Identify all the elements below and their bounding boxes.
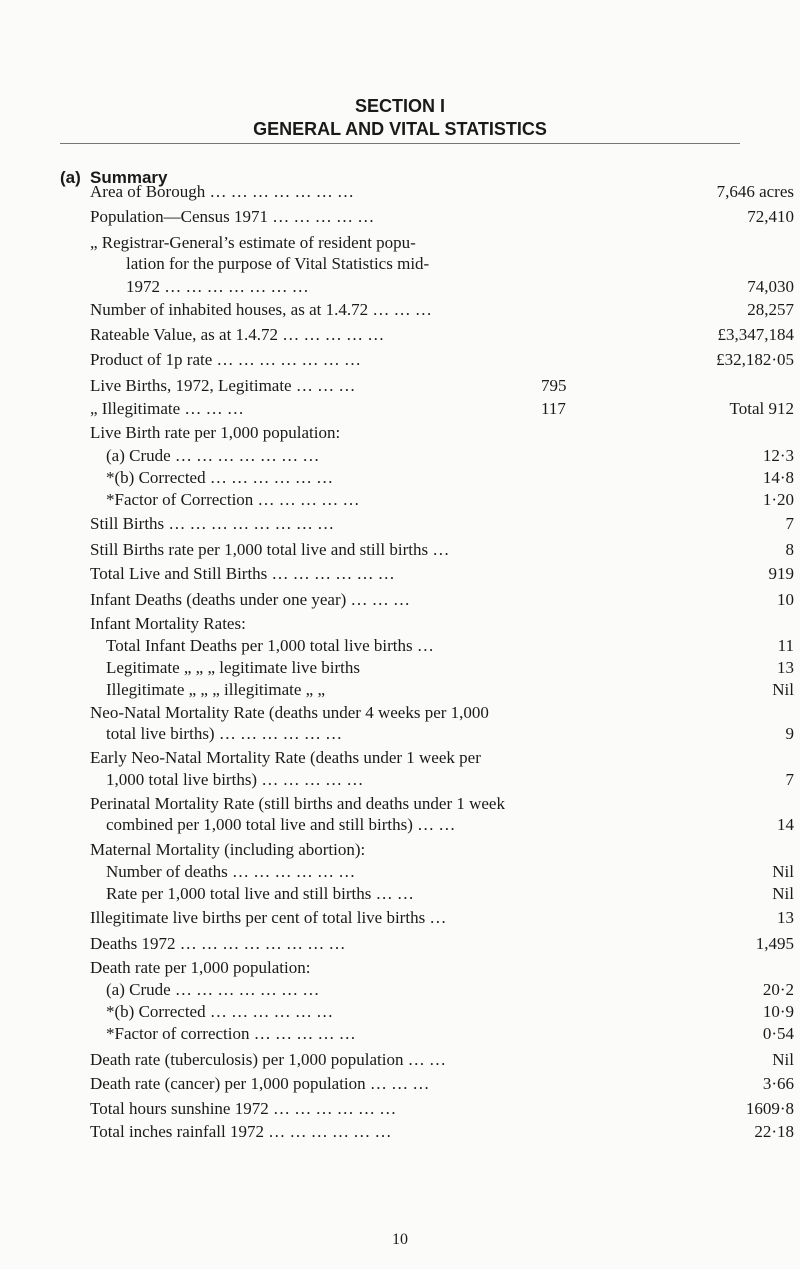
row-value: Nil bbox=[772, 680, 794, 699]
row-label: *Factor of correction … … … … … bbox=[106, 1024, 356, 1043]
row-label: lation for the purpose of Vital Statistics mid- bbox=[126, 254, 430, 273]
row-value: 919 bbox=[768, 564, 794, 583]
row-label: Neo-Natal Mortality Rate (deaths under 4 weeks per 1,000 bbox=[90, 703, 489, 722]
row-label: Population—Census 1971 … … … … … bbox=[90, 207, 375, 226]
row-label: Number of inhabited houses, as at 1.4.72 … … … bbox=[90, 300, 432, 319]
row-value: 10 bbox=[777, 590, 794, 609]
row-value: 12·3 bbox=[762, 446, 794, 465]
row-value: Nil bbox=[772, 884, 794, 903]
summary-title: Summary bbox=[90, 168, 168, 187]
divider bbox=[60, 143, 740, 144]
section-title: SECTION I bbox=[354, 96, 445, 116]
row-value: Nil bbox=[772, 1050, 794, 1069]
row-label: 1,000 total live births) … … … … … bbox=[106, 770, 364, 789]
row-value: 1·20 bbox=[762, 490, 794, 509]
row-label: Illegitimate live births per cent of total live births … bbox=[90, 908, 447, 927]
row-label: Infant Mortality Rates: bbox=[90, 614, 246, 633]
row-label: Death rate per 1,000 population: bbox=[90, 958, 311, 977]
row-label: Live Birth rate per 1,000 population: bbox=[90, 423, 341, 442]
row-label: *(b) Corrected … … … … … … bbox=[106, 468, 334, 487]
row-label: Live Births, 1972, Legitimate … … … bbox=[90, 376, 356, 395]
row-label: Death rate (tuberculosis) per 1,000 population … … bbox=[90, 1050, 446, 1069]
row-value: 13 bbox=[777, 908, 794, 927]
row-subvalue: 117 bbox=[541, 399, 566, 418]
row-label: Early Neo-Natal Mortality Rate (deaths under 1 week per bbox=[90, 748, 481, 767]
row-value: 10·9 bbox=[762, 1002, 794, 1021]
row-subvalue: 795 bbox=[541, 376, 567, 395]
row-label: *Factor of Correction … … … … … bbox=[106, 490, 360, 509]
row-label: Infant Deaths (deaths under one year) … … … bbox=[90, 590, 411, 609]
row-value: 8 bbox=[785, 540, 794, 559]
row-label: Product of 1p rate … … … … … … … bbox=[90, 350, 362, 369]
row-value: £3,347,184 bbox=[717, 325, 794, 344]
row-value: 3·66 bbox=[762, 1074, 794, 1093]
row-value: 9 bbox=[785, 724, 794, 743]
row-label: Total Live and Still Births … … … … … … bbox=[90, 564, 395, 583]
row-label: (a) Crude … … … … … … … bbox=[106, 446, 320, 465]
row-label: Still Births … … … … … … … … bbox=[90, 514, 335, 533]
row-label: *(b) Corrected … … … … … … bbox=[106, 1002, 334, 1021]
row-value: 22·18 bbox=[754, 1122, 794, 1141]
row-label: Total hours sunshine 1972 … … … … … … bbox=[90, 1099, 397, 1118]
summary-label: (a) bbox=[60, 168, 81, 187]
row-label: Total inches rainfall 1972 … … … … … … bbox=[90, 1122, 392, 1141]
row-label: 1972 … … … … … … … bbox=[126, 277, 309, 296]
row-value: Total 912 bbox=[729, 399, 794, 418]
row-value: 28,257 bbox=[747, 300, 794, 319]
row-label: Number of deaths … … … … … … bbox=[106, 862, 356, 881]
section-subtitle: GENERAL AND VITAL STATISTICS bbox=[253, 119, 547, 139]
row-label: Deaths 1972 … … … … … … … … bbox=[90, 934, 346, 953]
row-value: 7 bbox=[785, 514, 794, 533]
row-value: 14·8 bbox=[762, 468, 794, 487]
row-label: „ Registrar-General’s estimate of resident popu- bbox=[90, 233, 416, 252]
page-number: 10 bbox=[392, 1231, 408, 1248]
row-label: Maternal Mortality (including abortion): bbox=[90, 840, 366, 859]
row-label: Rate per 1,000 total live and still births … … bbox=[106, 884, 414, 903]
row-value: 11 bbox=[777, 636, 794, 655]
row-value: 13 bbox=[777, 658, 794, 677]
row-value: 7,646 acres bbox=[716, 182, 794, 201]
row-label: Total Infant Deaths per 1,000 total live births … bbox=[106, 636, 434, 655]
row-value: 72,410 bbox=[747, 207, 794, 226]
row-label: Perinatal Mortality Rate (still births and deaths under 1 week bbox=[90, 794, 505, 813]
row-value: 74,030 bbox=[747, 277, 794, 296]
row-label: Rateable Value, as at 1.4.72 … … … … … bbox=[90, 325, 385, 344]
row-label: Death rate (cancer) per 1,000 population … … … bbox=[90, 1074, 430, 1093]
row-value: £32,182·05 bbox=[716, 350, 794, 369]
row-label: combined per 1,000 total live and still births) … … bbox=[106, 815, 456, 834]
row-value: 1609·8 bbox=[745, 1099, 794, 1118]
row-value: Nil bbox=[772, 862, 794, 881]
row-label: Still Births rate per 1,000 total live and still births … bbox=[90, 540, 450, 559]
row-value: 0·54 bbox=[762, 1024, 794, 1043]
row-label: total live births) … … … … … … bbox=[106, 724, 343, 743]
row-label: (a) Crude … … … … … … … bbox=[106, 980, 320, 999]
row-value: 1,495 bbox=[755, 934, 794, 953]
row-label: Illegitimate „ „ „ illegitimate „ „ bbox=[106, 680, 326, 699]
row-value: 20·2 bbox=[762, 980, 794, 999]
row-value: 7 bbox=[785, 770, 794, 789]
row-label: Legitimate „ „ „ legitimate live births bbox=[106, 658, 360, 677]
row-label: Area of Borough … … … … … … … bbox=[90, 182, 354, 201]
row-value: 14 bbox=[777, 815, 794, 834]
row-label: „ Illegitimate … … … bbox=[90, 399, 244, 418]
